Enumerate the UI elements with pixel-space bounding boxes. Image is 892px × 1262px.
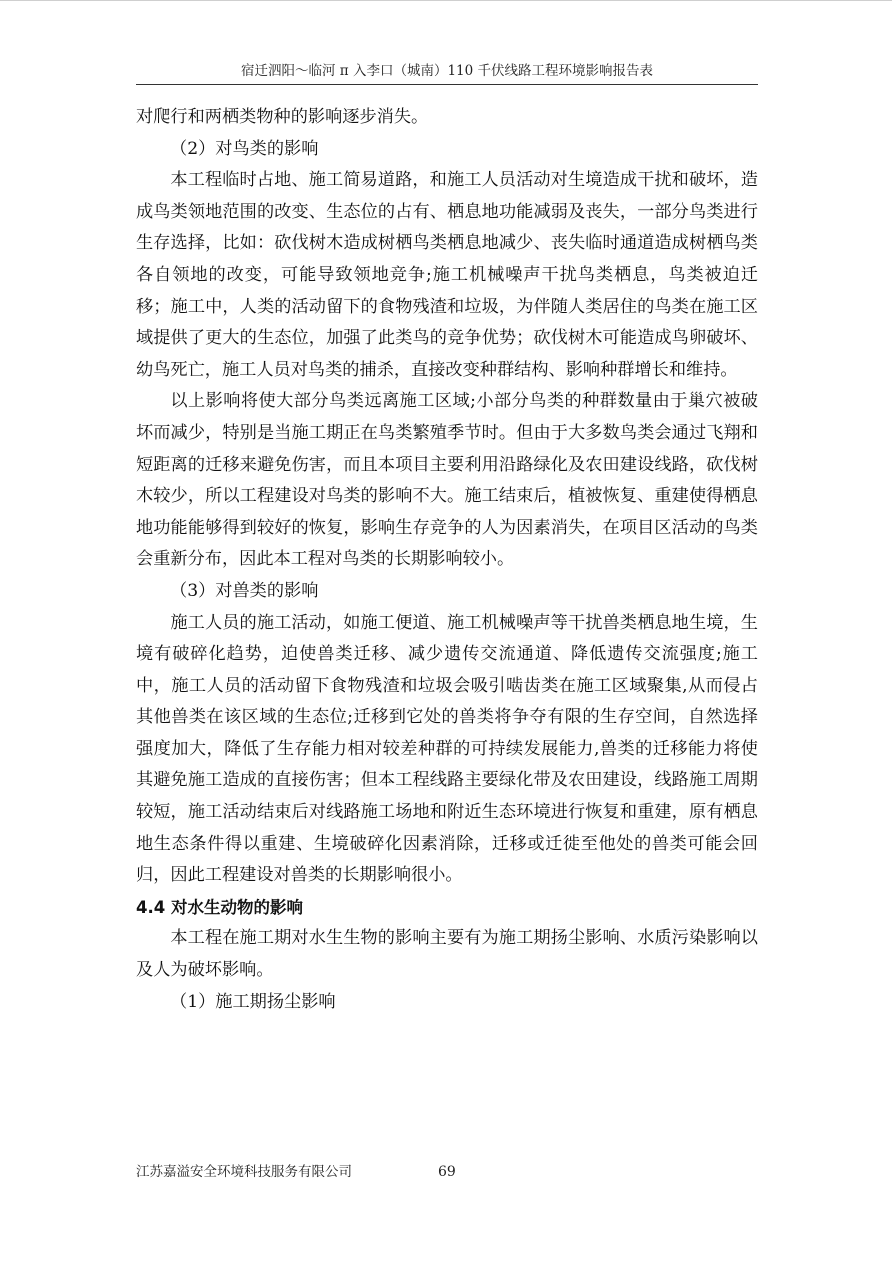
page-header: 宿迁泗阳～临河 π 入李口（城南）110 千伏线路工程环境影响报告表 (240, 63, 653, 79)
paragraph: 对爬行和两栖类物种的影响逐步消失。 (136, 107, 429, 127)
section-heading-4-4: 4.4 对水生动物的影响 (136, 897, 303, 917)
page-top-border (0, 0, 892, 1)
header-divider (136, 84, 758, 85)
subsection-title-dust: （1）施工期扬尘影响 (170, 991, 336, 1012)
paragraph: 施工人员的施工活动，如施工便道、施工机械噪声等干扰兽类栖息地生境，生境有破碎化趋势，迫使兽类迁移、减少遗传交流通道、降低遗传交流强度;施工中，施工人员的活动留下食物残渣和垃圾会吸引啮齿类在施工区域聚集,从而侵占其他兽类在该区域的生态位;迁移到它处的兽类将争夺有限的生存空间，自然选择强度加大，降低了生存能力相对较差种群的可持续发展能力,兽类的迁移能力将使其避免施工造成的直接伤害；但本工程线路主要绿化带及农田建设，线路施工周期较短，施工活动结束后对线路施工场地和附近生态环境进行恢复和重建，原有栖息地生态条件得以重建、生境破碎化因素消除，迁移或迁徙至他处的兽类可能会回归，因此工程建设对兽类的长期影响很小。 (136, 612, 758, 886)
subsection-title-birds: （2）对鸟类的影响 (170, 138, 319, 159)
document-body (136, 102, 758, 1018)
paragraph: 以上影响将使大部分鸟类远离施工区域;小部分鸟类的种群数量由于巢穴被破坏而减少，特别是当施工期正在鸟类繁殖季节时。但由于大多数鸟类会通过飞翔和短距离的迁移来避免伤害，而且本项目主要利用沿路绿化及农田建设线路，砍伐树木较少，所以工程建设对鸟类的影响不大。施工结束后，植被恢复、重建使得栖息地功能能够得到较好的恢复，影响生存竞争的人为因素消失，在项目区活动的鸟类会重新分布，因此本工程对鸟类的长期影响较小。 (136, 391, 758, 570)
footer-company: 江苏嘉溢安全环境科技服务有限公司 (136, 1164, 352, 1180)
page-number: 69 (438, 1164, 456, 1180)
paragraph: 本工程临时占地、施工简易道路，和施工人员活动对生境造成干扰和破坏，造成鸟类领地范围的改变、生态位的占有、栖息地功能减弱及丧失，一部分鸟类进行生存选择，比如：砍伐树木造成树栖鸟类栖息地减少、丧失临时通道造成树栖鸟类各自领地的改变，可能导致领地竞争;施工机械噪声干扰鸟类栖息，鸟类被迫迁移；施工中，人类的活动留下的食物残渣和垃圾，为伴随人类居住的鸟类在施工区域提供了更大的生态位，加强了此类鸟的竞争优势；砍伐树木可能造成鸟卵破坏、幼鸟死亡，施工人员对鸟类的捕杀，直接改变种群结构、影响种群增长和维持。 (136, 170, 758, 380)
paragraph: 本工程在施工期对水生生物的影响主要有为施工期扬尘影响、水质污染影响以及人为破坏影响。 (136, 928, 758, 981)
subsection-title-mammals: （3）对兽类的影响 (170, 580, 319, 601)
